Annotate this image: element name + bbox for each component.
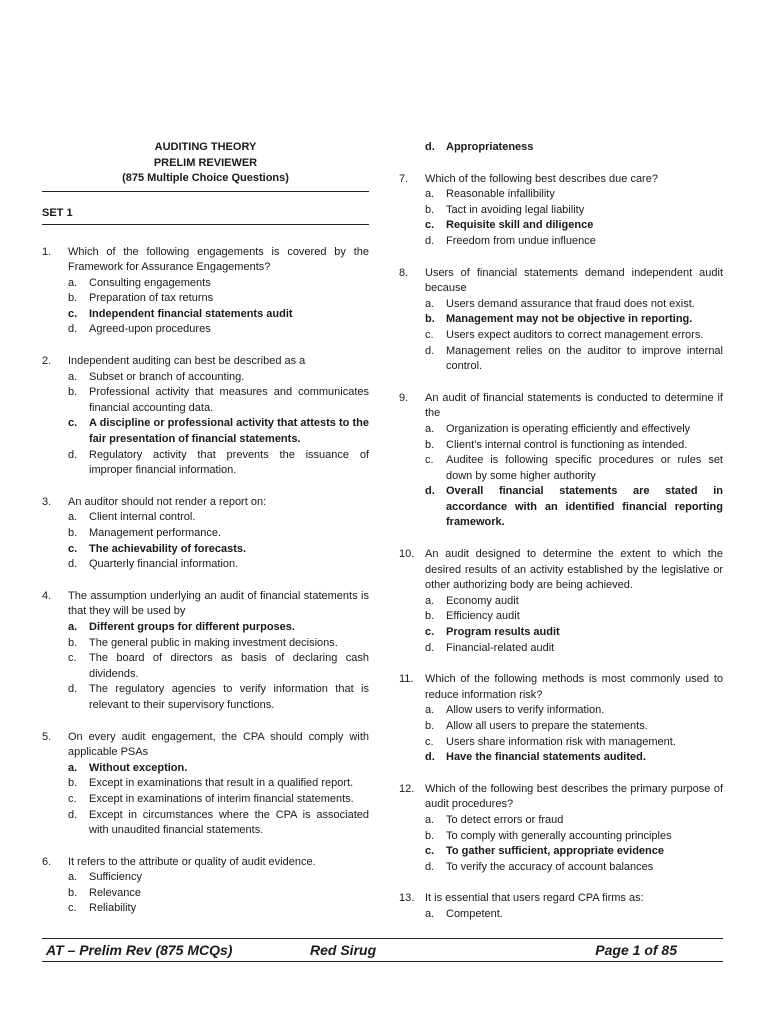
option-text: Different groups for different purposes.: [89, 620, 295, 633]
option-letter: b.: [68, 527, 78, 539]
option-letter: a.: [425, 704, 435, 717]
option-text: Consulting engagements: [89, 276, 211, 289]
answer-option: [68, 526, 369, 542]
set-divider: [42, 224, 369, 225]
answer-option: [68, 886, 369, 902]
answer-option: [425, 641, 723, 657]
option-letter: c.: [425, 454, 434, 467]
question-stem: Which of the following methods is most commonly used to reduce information risk?: [425, 673, 723, 701]
option-letter: c.: [68, 417, 78, 430]
option-letter: a.: [425, 813, 435, 826]
question-number: 3.: [42, 495, 52, 508]
answer-option: [425, 140, 723, 156]
answer-option: [425, 750, 723, 766]
answer-option: [68, 636, 369, 652]
option-text: Efficiency audit: [446, 610, 520, 623]
answer-option: [68, 761, 369, 777]
option-text: Preparation of tax returns: [89, 292, 214, 305]
option-letter: d.: [425, 485, 435, 498]
question-stem: On every audit engagement, the CPA should comply with applicable PSAs: [68, 730, 369, 759]
answer-option: [425, 344, 723, 375]
option-text: Agreed-upon procedures: [89, 323, 211, 336]
option-text: Except in examinations of interim financial statements.: [89, 792, 354, 805]
answer-option: [68, 291, 369, 307]
question-item: [399, 672, 723, 766]
option-letter: b.: [68, 292, 78, 305]
answer-option: [425, 735, 723, 751]
left-column: [42, 140, 369, 917]
option-text: Subset or branch of accounting.: [89, 370, 245, 383]
option-letter: d.: [425, 344, 435, 357]
question-stem: Which of the following best describes the primary purpose of audit procedures?: [425, 782, 723, 811]
answer-options: [425, 813, 723, 875]
page-footer: [42, 938, 723, 962]
header-divider: [42, 191, 369, 192]
question-number: 11.: [399, 673, 414, 686]
document-title: AUDITING THEORY: [154, 141, 257, 153]
option-text: Tact in avoiding legal liability: [446, 203, 585, 216]
option-text: Independent financial statements audit: [89, 307, 293, 320]
question-stem: An audit of financial statements is conducted to determine if the: [425, 391, 723, 420]
question-number: 9.: [399, 391, 409, 404]
question-number: 13.: [399, 892, 415, 905]
question-item: [42, 855, 369, 917]
answer-option: [68, 651, 369, 682]
answer-option: [425, 234, 723, 250]
answer-options: [425, 703, 723, 765]
answer-option: [68, 870, 369, 886]
option-text: Users expect auditors to correct management errors.: [446, 328, 704, 341]
option-text: Management performance.: [89, 527, 222, 539]
answer-options: [68, 870, 369, 917]
answer-option: [68, 792, 369, 808]
answer-option: [68, 322, 369, 338]
option-text: Professional activity that measures and communicates financial accounting data.: [89, 386, 369, 414]
question-item: [399, 547, 723, 656]
option-letter: b.: [68, 636, 78, 649]
answer-option: [425, 719, 723, 735]
option-text: To verify the accuracy of account balances: [446, 860, 654, 873]
answer-option: [425, 703, 723, 719]
answer-option: [425, 438, 723, 454]
option-letter: d.: [425, 860, 435, 873]
option-letter: d.: [68, 448, 78, 461]
answer-option: [68, 557, 369, 573]
question-item: [42, 730, 369, 839]
answer-option: [425, 907, 723, 923]
option-letter: d.: [68, 323, 78, 336]
answer-option: [68, 808, 369, 839]
option-text: Allow all users to prepare the statements.: [446, 720, 648, 732]
answer-options: [425, 140, 723, 156]
question-stem: It refers to the attribute or quality of audit evidence.: [68, 855, 316, 868]
option-text: Competent.: [446, 907, 503, 920]
option-text: Allow users to verify information.: [446, 704, 605, 717]
document-subtitle: PRELIM REVIEWER: [153, 156, 258, 169]
option-text: Client’s internal control is functioning as intended.: [446, 438, 688, 451]
option-letter: a.: [68, 511, 78, 524]
question-stem: An auditor should not render a report on:: [68, 495, 267, 508]
option-text: To detect errors or fraud: [446, 813, 564, 826]
option-letter: c.: [425, 328, 434, 341]
option-text: Management may not be objective in reporting.: [446, 313, 693, 326]
question-list-left: [42, 245, 369, 918]
option-text: Except in circumstances where the CPA is associated with unaudited financial statements.: [89, 808, 369, 837]
answer-option: [425, 203, 723, 219]
option-text: Relevance: [89, 886, 141, 899]
option-text: Without exception.: [89, 761, 188, 774]
set-heading: SET 1: [42, 206, 73, 219]
answer-option: [425, 860, 723, 876]
answer-option: [425, 187, 723, 203]
option-letter: a.: [425, 907, 435, 920]
question-stem: An audit designed to determine the extent to which the desired results of an activity established by the legislative or other authorizing body are being achieved.: [425, 548, 723, 592]
question-number: 8.: [399, 266, 409, 279]
option-text: Financial-related audit: [446, 641, 555, 654]
option-text: Sufficiency: [89, 871, 142, 884]
question-item: [399, 172, 723, 250]
option-letter: c.: [68, 542, 78, 555]
answer-option: [425, 609, 723, 625]
answer-option: [425, 453, 723, 484]
option-letter: a.: [425, 188, 435, 201]
question-count: (875 Multiple Choice Questions): [122, 172, 289, 184]
answer-options: [425, 297, 723, 375]
question-number: 6.: [42, 855, 52, 868]
option-text: The achievability of forecasts.: [89, 542, 247, 555]
option-text: Organization is operating efficiently and effectively: [446, 422, 691, 435]
option-text: Users demand assurance that fraud does not exist.: [446, 297, 695, 310]
question-stem: Users of financial statements demand independent audit because: [425, 266, 723, 295]
option-text: To comply with generally accounting principles: [446, 829, 672, 842]
question-item: [399, 891, 723, 922]
answer-options: [68, 370, 369, 479]
question-number: 10.: [399, 548, 415, 561]
option-letter: d.: [425, 234, 435, 247]
option-text: The general public in making investment decisions.: [89, 636, 338, 649]
option-text: Economy audit: [446, 594, 519, 607]
option-letter: a.: [68, 370, 78, 383]
answer-options: [68, 620, 369, 714]
option-text: Quarterly financial information.: [89, 558, 239, 571]
option-letter: b.: [425, 610, 435, 623]
option-letter: a.: [425, 297, 435, 310]
answer-option: [425, 484, 723, 531]
option-letter: b.: [68, 886, 78, 899]
option-text: Reliability: [89, 902, 137, 915]
option-text: Program results audit: [446, 626, 560, 639]
option-letter: c.: [68, 792, 77, 805]
option-text: Client internal control.: [89, 511, 196, 524]
question-item: [399, 266, 723, 375]
answer-option: [68, 307, 369, 323]
option-letter: c.: [68, 307, 78, 320]
answer-option: [68, 276, 369, 292]
option-text: Management relies on the auditor to improve internal control.: [446, 344, 723, 373]
option-letter: a.: [68, 276, 78, 289]
answer-options: [425, 187, 723, 249]
question-stem: Independent auditing can best be described as a: [68, 355, 306, 368]
option-letter: b.: [425, 203, 435, 216]
option-letter: a.: [68, 620, 78, 633]
option-letter: d.: [425, 141, 435, 153]
answer-option: [425, 422, 723, 438]
question-stem: The assumption underlying an audit of financial statements is that they will be used by: [68, 589, 369, 618]
option-letter: d.: [425, 641, 435, 654]
answer-option: [68, 620, 369, 636]
option-letter: c.: [425, 845, 435, 858]
answer-option: [68, 416, 369, 447]
answer-option: [425, 813, 723, 829]
option-letter: b.: [68, 386, 78, 399]
question-number: 7.: [399, 172, 409, 185]
question-number: 5.: [42, 730, 52, 743]
question-stem: It is essential that users regard CPA firms as:: [425, 892, 644, 905]
option-text: Reasonable infallibility: [446, 188, 555, 201]
option-letter: d.: [68, 808, 78, 821]
answer-option: [425, 829, 723, 845]
answer-options: [425, 907, 723, 923]
answer-options: [68, 276, 369, 338]
answer-option: [425, 328, 723, 344]
answer-option: [68, 385, 369, 416]
question-item: [42, 245, 369, 339]
option-letter: a.: [68, 871, 78, 884]
option-letter: b.: [425, 313, 435, 326]
answer-options: [68, 510, 369, 572]
answer-option: [68, 776, 369, 792]
option-text: Freedom from undue influence: [446, 234, 596, 247]
answer-option: [425, 844, 723, 860]
answer-option: [425, 218, 723, 234]
question-item: [399, 391, 723, 531]
option-letter: a.: [68, 761, 78, 774]
option-letter: d.: [425, 751, 435, 764]
footer-author: Red Sirug: [310, 942, 377, 958]
question-item: [42, 495, 369, 573]
option-text: Except in examinations that result in a qualified report.: [89, 777, 354, 790]
option-letter: b.: [68, 777, 78, 790]
right-column: [399, 140, 723, 923]
option-letter: b.: [425, 829, 435, 842]
option-letter: a.: [425, 422, 435, 435]
answer-option: [68, 370, 369, 386]
option-text: To gather sufficient, appropriate evidence: [446, 845, 665, 858]
option-letter: c.: [68, 902, 77, 915]
option-letter: d.: [68, 558, 78, 571]
option-text: Regulatory activity that prevents the issuance of improper financial information.: [89, 448, 369, 477]
answer-options: [425, 422, 723, 531]
question-item: [399, 140, 723, 156]
option-letter: d.: [68, 683, 78, 696]
question-list-right: [399, 140, 723, 923]
answer-option: [68, 542, 369, 558]
answer-options: [68, 761, 369, 839]
question-item: [42, 354, 369, 479]
question-stem: Which of the following best describes due care?: [425, 172, 658, 185]
answer-options: [425, 594, 723, 656]
option-letter: c.: [425, 219, 435, 232]
option-text: Auditee is following specific procedures or rules set down by some higher authority: [446, 454, 723, 482]
answer-option: [68, 510, 369, 526]
question-item: [42, 589, 369, 714]
option-text: Requisite skill and diligence: [446, 219, 594, 232]
answer-option: [425, 297, 723, 313]
footer-page-number: Page 1 of 85: [595, 942, 677, 958]
option-text: The board of directors as basis of declaring cash dividends.: [89, 652, 369, 680]
answer-option: [425, 625, 723, 641]
option-text: Overall financial statements are stated in accordance with an identified financial reporting framework.: [446, 485, 723, 529]
question-stem: Which of the following engagements is covered by the Framework for Assurance Engagements?: [68, 245, 369, 274]
question-number: 4.: [42, 589, 52, 602]
option-letter: b.: [425, 438, 435, 451]
question-number: 12.: [399, 782, 415, 795]
answer-option: [68, 682, 369, 713]
option-letter: c.: [425, 735, 434, 748]
footer-doc-title: AT – Prelim Rev (875 MCQs): [46, 942, 233, 958]
question-number: 2.: [42, 355, 52, 368]
option-text: Appropriateness: [446, 141, 534, 153]
option-text: The regulatory agencies to verify information that is relevant to their supervisory functions.: [89, 683, 369, 711]
option-letter: c.: [68, 652, 77, 665]
option-text: Have the financial statements audited.: [446, 751, 646, 764]
option-text: Users share information risk with management.: [446, 735, 676, 748]
option-letter: c.: [425, 626, 435, 639]
question-item: [399, 782, 723, 876]
option-text: A discipline or professional activity that attests to the fair presentation of financial statements.: [89, 417, 369, 446]
answer-option: [425, 594, 723, 610]
option-letter: a.: [425, 594, 435, 607]
option-letter: b.: [425, 720, 435, 732]
question-number: 1.: [42, 245, 52, 258]
answer-option: [68, 901, 369, 917]
answer-option: [68, 448, 369, 479]
answer-option: [425, 312, 723, 328]
